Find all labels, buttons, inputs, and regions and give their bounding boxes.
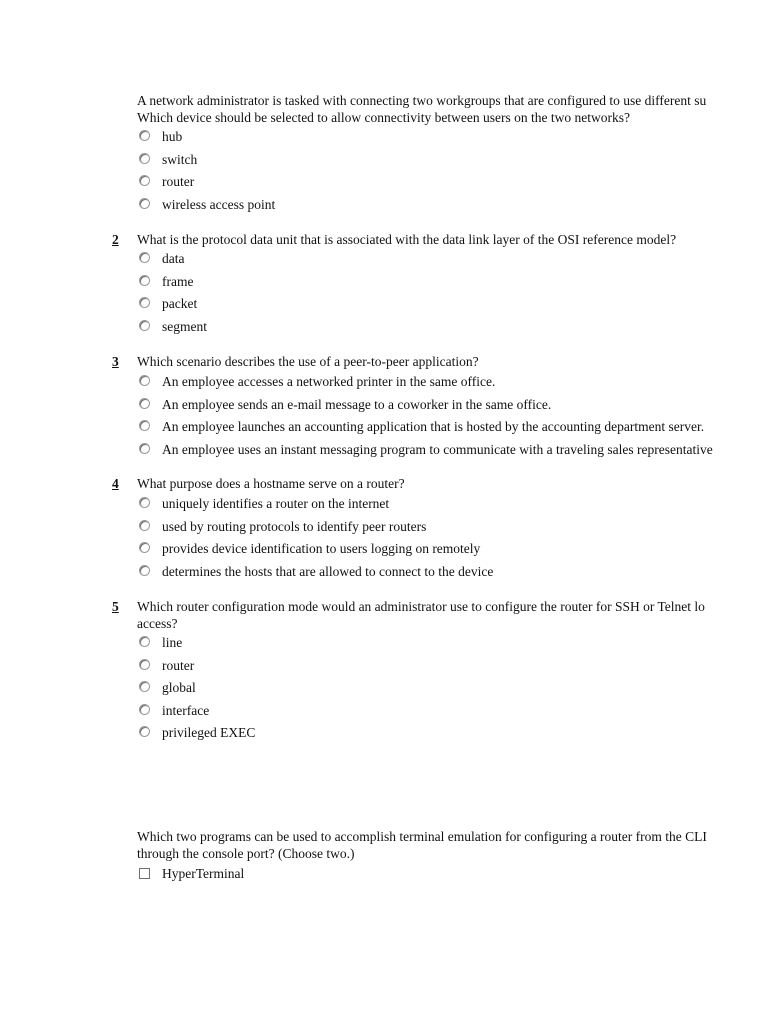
option-label: switch xyxy=(162,151,198,167)
option-label: wireless access point xyxy=(162,196,276,212)
answer-option[interactable] xyxy=(137,679,768,702)
radio-button[interactable] xyxy=(139,130,150,141)
answer-option[interactable] xyxy=(137,318,768,341)
radio-button[interactable] xyxy=(139,198,150,209)
option-label: line xyxy=(162,635,183,650)
radio-button[interactable] xyxy=(139,398,150,409)
radio-button[interactable] xyxy=(139,681,150,692)
option-label: router xyxy=(162,174,195,190)
radio-button[interactable] xyxy=(139,297,150,308)
option-label: An employee uses an instant messaging program to communicate with a traveling sales representative xyxy=(162,441,713,457)
answer-option[interactable] xyxy=(137,151,768,174)
question-text-line: access? xyxy=(137,616,178,631)
radio-button[interactable] xyxy=(139,565,150,576)
question-text-line: What is the protocol data unit that is associated with the data link layer of the OSI reference model? xyxy=(137,232,677,247)
answer-option[interactable] xyxy=(137,418,768,441)
option-label: frame xyxy=(162,273,194,289)
answer-option[interactable] xyxy=(137,250,768,273)
radio-button[interactable] xyxy=(139,726,150,737)
option-label: data xyxy=(162,251,185,266)
question-number: 5 xyxy=(112,599,119,614)
option-label: An employee launches an accounting application that is hosted by the accounting department server. xyxy=(162,419,705,435)
option-label: hub xyxy=(162,129,183,144)
option-label: router xyxy=(162,657,195,673)
radio-button[interactable] xyxy=(139,153,150,164)
radio-button[interactable] xyxy=(139,704,150,715)
question-text-line: What purpose does a hostname serve on a router? xyxy=(137,476,405,491)
radio-button[interactable] xyxy=(139,375,150,386)
answer-options xyxy=(137,634,768,747)
option-label: interface xyxy=(162,702,210,718)
option-label: determines the hosts that are allowed to connect to the device xyxy=(162,563,494,579)
question-text-line: Which device should be selected to allow connectivity between users on the two networks? xyxy=(137,110,630,125)
option-label: uniquely identifies a router on the internet xyxy=(162,496,390,511)
radio-button[interactable] xyxy=(139,443,150,454)
answer-option[interactable] xyxy=(137,295,768,318)
radio-button[interactable] xyxy=(139,275,150,286)
answer-option[interactable] xyxy=(137,518,768,541)
option-label: packet xyxy=(162,296,198,312)
question-number: 3 xyxy=(112,354,119,369)
answer-option[interactable] xyxy=(137,273,768,296)
answer-option[interactable] xyxy=(137,865,768,888)
answer-option[interactable] xyxy=(137,724,768,747)
answer-option[interactable] xyxy=(137,657,768,680)
answer-option[interactable] xyxy=(137,196,768,219)
question-text xyxy=(137,353,768,370)
answer-option[interactable] xyxy=(137,128,768,151)
answer-options xyxy=(137,250,768,340)
question-text xyxy=(137,828,768,862)
option-label: global xyxy=(162,680,196,696)
checkbox[interactable] xyxy=(139,868,150,879)
answer-option[interactable] xyxy=(137,441,768,464)
answer-option[interactable] xyxy=(137,396,768,419)
option-label: An employee accesses a networked printer in the same office. xyxy=(162,374,496,389)
answer-options xyxy=(137,865,768,888)
question-text-line: through the console port? (Choose two.) xyxy=(137,846,355,861)
radio-button[interactable] xyxy=(139,175,150,186)
radio-button[interactable] xyxy=(139,252,150,263)
radio-button[interactable] xyxy=(139,497,150,508)
question-text-line: Which two programs can be used to accomplish terminal emulation for configuring a router from the CLI xyxy=(137,829,707,844)
option-label: used by routing protocols to identify peer routers xyxy=(162,518,427,534)
radio-button[interactable] xyxy=(139,542,150,553)
question-text-line: Which scenario describes the use of a peer-to-peer application? xyxy=(137,354,479,369)
answer-option[interactable] xyxy=(137,563,768,586)
question-number: 4 xyxy=(112,476,119,491)
option-label: provides device identification to users logging on remotely xyxy=(162,541,481,557)
option-label: An employee sends an e-mail message to a coworker in the same office. xyxy=(162,396,552,412)
answer-options xyxy=(137,495,768,585)
question-text xyxy=(137,475,768,492)
radio-button[interactable] xyxy=(139,520,150,531)
question-number: 2 xyxy=(112,232,119,247)
option-label: HyperTerminal xyxy=(162,866,245,881)
question-text xyxy=(137,231,768,248)
answer-option[interactable] xyxy=(137,373,768,396)
question-text-line: Which router configuration mode would an administrator use to configure the router for SSH or Telnet lo xyxy=(137,599,705,614)
answer-option[interactable] xyxy=(137,540,768,563)
question-text-line: A network administrator is tasked with connecting two workgroups that are configured to use different su xyxy=(137,93,707,108)
answer-options xyxy=(137,373,768,463)
option-label: privileged EXEC xyxy=(162,725,256,741)
option-label: segment xyxy=(162,318,207,334)
radio-button[interactable] xyxy=(139,659,150,670)
question-text xyxy=(137,92,768,126)
question-text xyxy=(137,598,768,632)
radio-button[interactable] xyxy=(139,420,150,431)
answer-options xyxy=(137,128,768,218)
radio-button[interactable] xyxy=(139,636,150,647)
radio-button[interactable] xyxy=(139,320,150,331)
answer-option[interactable] xyxy=(137,495,768,518)
answer-option[interactable] xyxy=(137,173,768,196)
answer-option[interactable] xyxy=(137,702,768,725)
answer-option[interactable] xyxy=(137,634,768,657)
